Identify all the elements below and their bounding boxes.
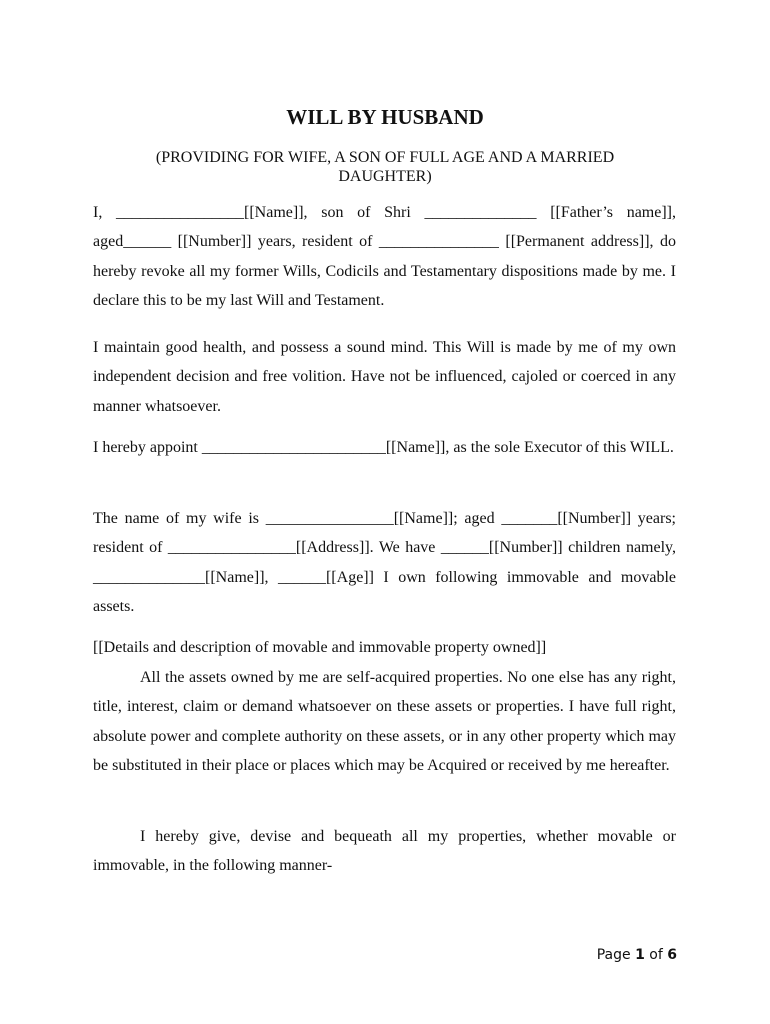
paragraph-sound-mind: I maintain good health, and possess a sound mind. This Will is made by me of my own independent decision and free volition. Have not be influenced, cajoled or coerced in any manner whatsoever. (93, 339, 676, 415)
paragraph-executor: I hereby appoint _______________________[[Name]], as the sole Executor of this WILL. (93, 439, 674, 456)
paragraph-self-acquired: All the assets owned by me are self-acquired properties. No one else has any right, title, interest, claim or demand whatsoever on these assets or properties. I have full right, absolute power and complete authority on these assets, or in any other property which may be substituted in their place or places which may be Acquired or received by me hereafter. (93, 669, 676, 774)
paragraph-bequest: I hereby give, devise and bequeath all my properties, whether movable or immovable, in the following manner- (93, 828, 676, 875)
of-label: of (649, 947, 663, 963)
page-number (597, 947, 677, 963)
paragraph-family-details: The name of my wife is ________________[[Name]]; aged _______[[Number]] years; resident of ________________[[Address]]. We have ______[[Number]] children namely, ______________[[Name]], ______[[Age]] I own following immovable and movable assets. (93, 510, 676, 615)
page-label: Page (596, 947, 631, 963)
document-subtitle: (PROVIDING FOR WIFE, A SON OF FULL AGE AND A MARRIED DAUGHTER) (155, 149, 615, 185)
paragraph-testator-declaration: I, ________________[[Name]], son of Shri ______________ [[Father’s name]], aged______ [[Number]] years, resident of _______________ [[Permanent address]], do hereby revoke all my former Wills, Codicils and Testamentary dispositions made by me. I declare this to be my last Will and Testament. (93, 204, 676, 309)
paragraph-property-details: [[Details and description of movable and immovable property owned]] (93, 639, 547, 656)
document-title: WILL BY HUSBAND (286, 105, 484, 129)
current-page-number: 1 (635, 947, 645, 963)
total-pages-number: 6 (667, 947, 677, 963)
